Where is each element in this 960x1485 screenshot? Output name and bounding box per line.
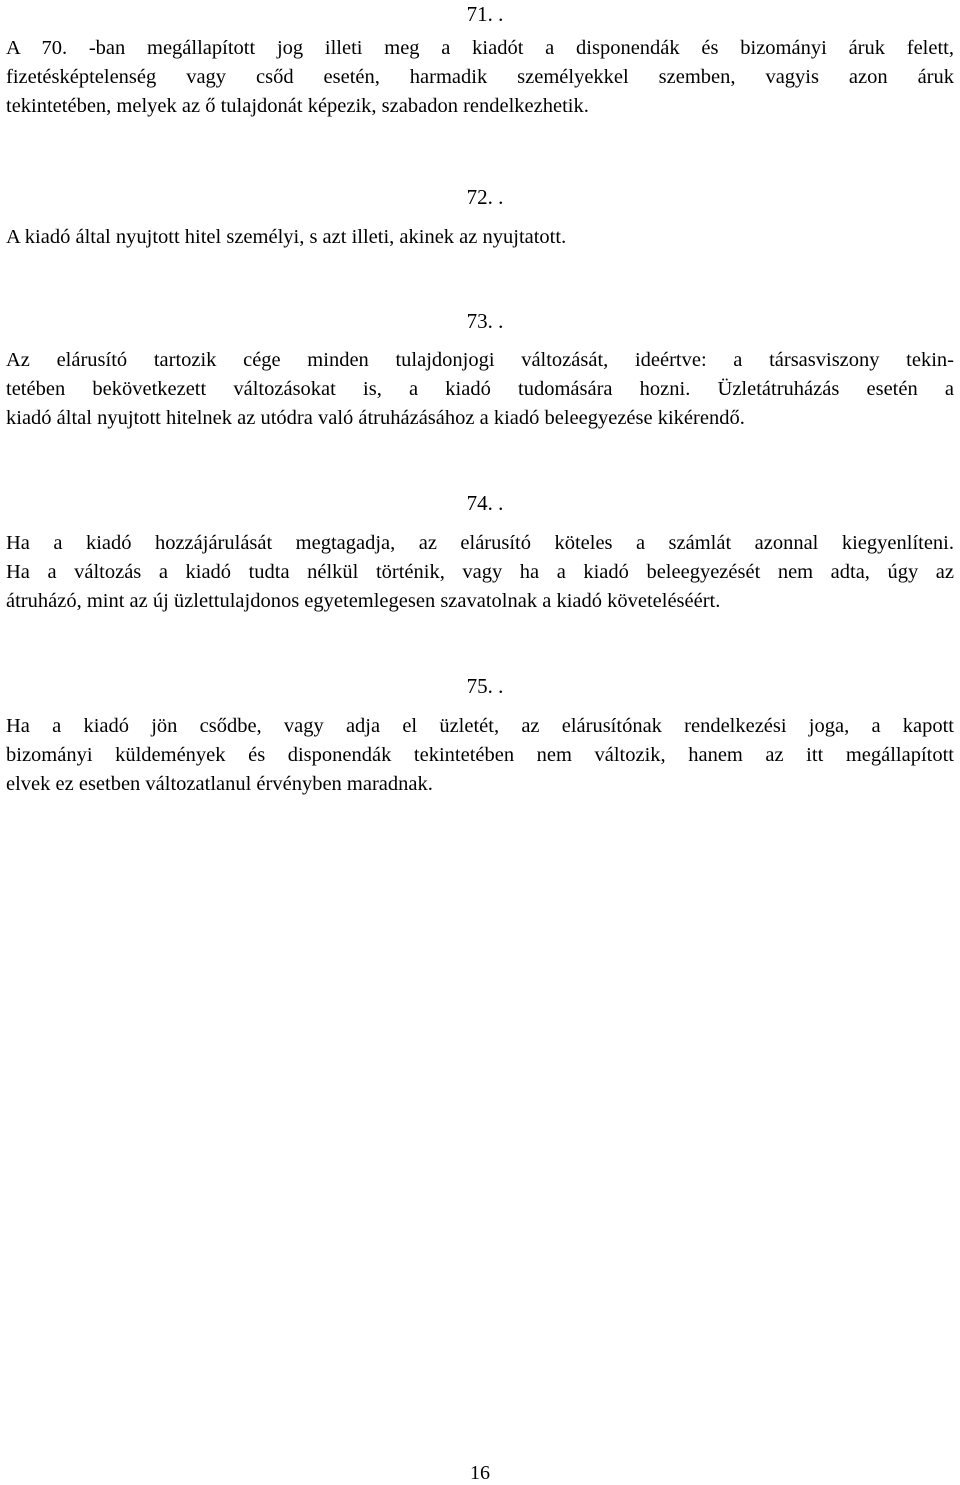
section-heading-72: 72. .	[466, 185, 504, 209]
paragraph-line: A 70. -ban megállapított jog illeti meg a kiadót a disponendák és bizományi áruk felett,	[6, 37, 954, 59]
paragraph-line: fizetésképtelenség vagy csőd esetén, harmadik személyekkel szemben, vagyis azon áruk	[6, 66, 954, 88]
section-paragraph-71	[6, 34, 954, 121]
paragraph-line: Ha a kiadó hozzájárulását megtagadja, az elárusító köteles a számlát azonnal kiegyenlíteni.	[6, 532, 954, 554]
section-paragraph-72	[6, 223, 954, 252]
paragraph-line: elvek ez esetben változatlanul érvényben maradnak.	[6, 773, 433, 795]
paragraph-line: A kiadó által nyujtott hitel személyi, s azt illeti, akinek az nyujtatott.	[6, 226, 567, 248]
paragraph-line: kiadó által nyujtott hitelnek az utódra való átruházásához a kiadó beleegyezése kikérendő.	[6, 407, 745, 429]
paragraph-line: bizományi küldemények és disponendák tekintetében nem változik, hanem az itt megállapított	[6, 744, 954, 766]
paragraph-line: Ha a kiadó jön csődbe, vagy adja el üzletét, az elárusítónak rendelkezési joga, a kapott	[6, 715, 954, 737]
paragraph-line: Az elárusító tartozik cége minden tulajdonjogi változását, ideértve: a társasviszony tekin-	[6, 349, 954, 371]
section-paragraph-75	[6, 712, 954, 799]
section-heading-74: 74. .	[466, 491, 504, 515]
page-number: 16	[470, 1462, 490, 1484]
paragraph-line: Ha a változás a kiadó tudta nélkül történik, vagy ha a kiadó beleegyezését nem adta, úgy az	[6, 561, 954, 583]
section-paragraph-74	[6, 529, 954, 616]
section-heading-75: 75. .	[466, 674, 504, 698]
section-heading-71: 71. .	[466, 2, 504, 26]
section-heading-73: 73. .	[466, 309, 504, 333]
paragraph-line: átruházó, mint az új üzlettulajdonos egyetemlegesen szavatolnak a kiadó követeléséért.	[6, 590, 721, 612]
paragraph-line: tetében bekövetkezett változásokat is, a kiadó tudomására hozni. Üzletátruházás esetén a	[6, 378, 954, 400]
paragraph-line: tekintetében, melyek az ő tulajdonát képezik, szabadon rendelkezhetik.	[6, 95, 589, 117]
section-paragraph-73	[6, 346, 954, 433]
